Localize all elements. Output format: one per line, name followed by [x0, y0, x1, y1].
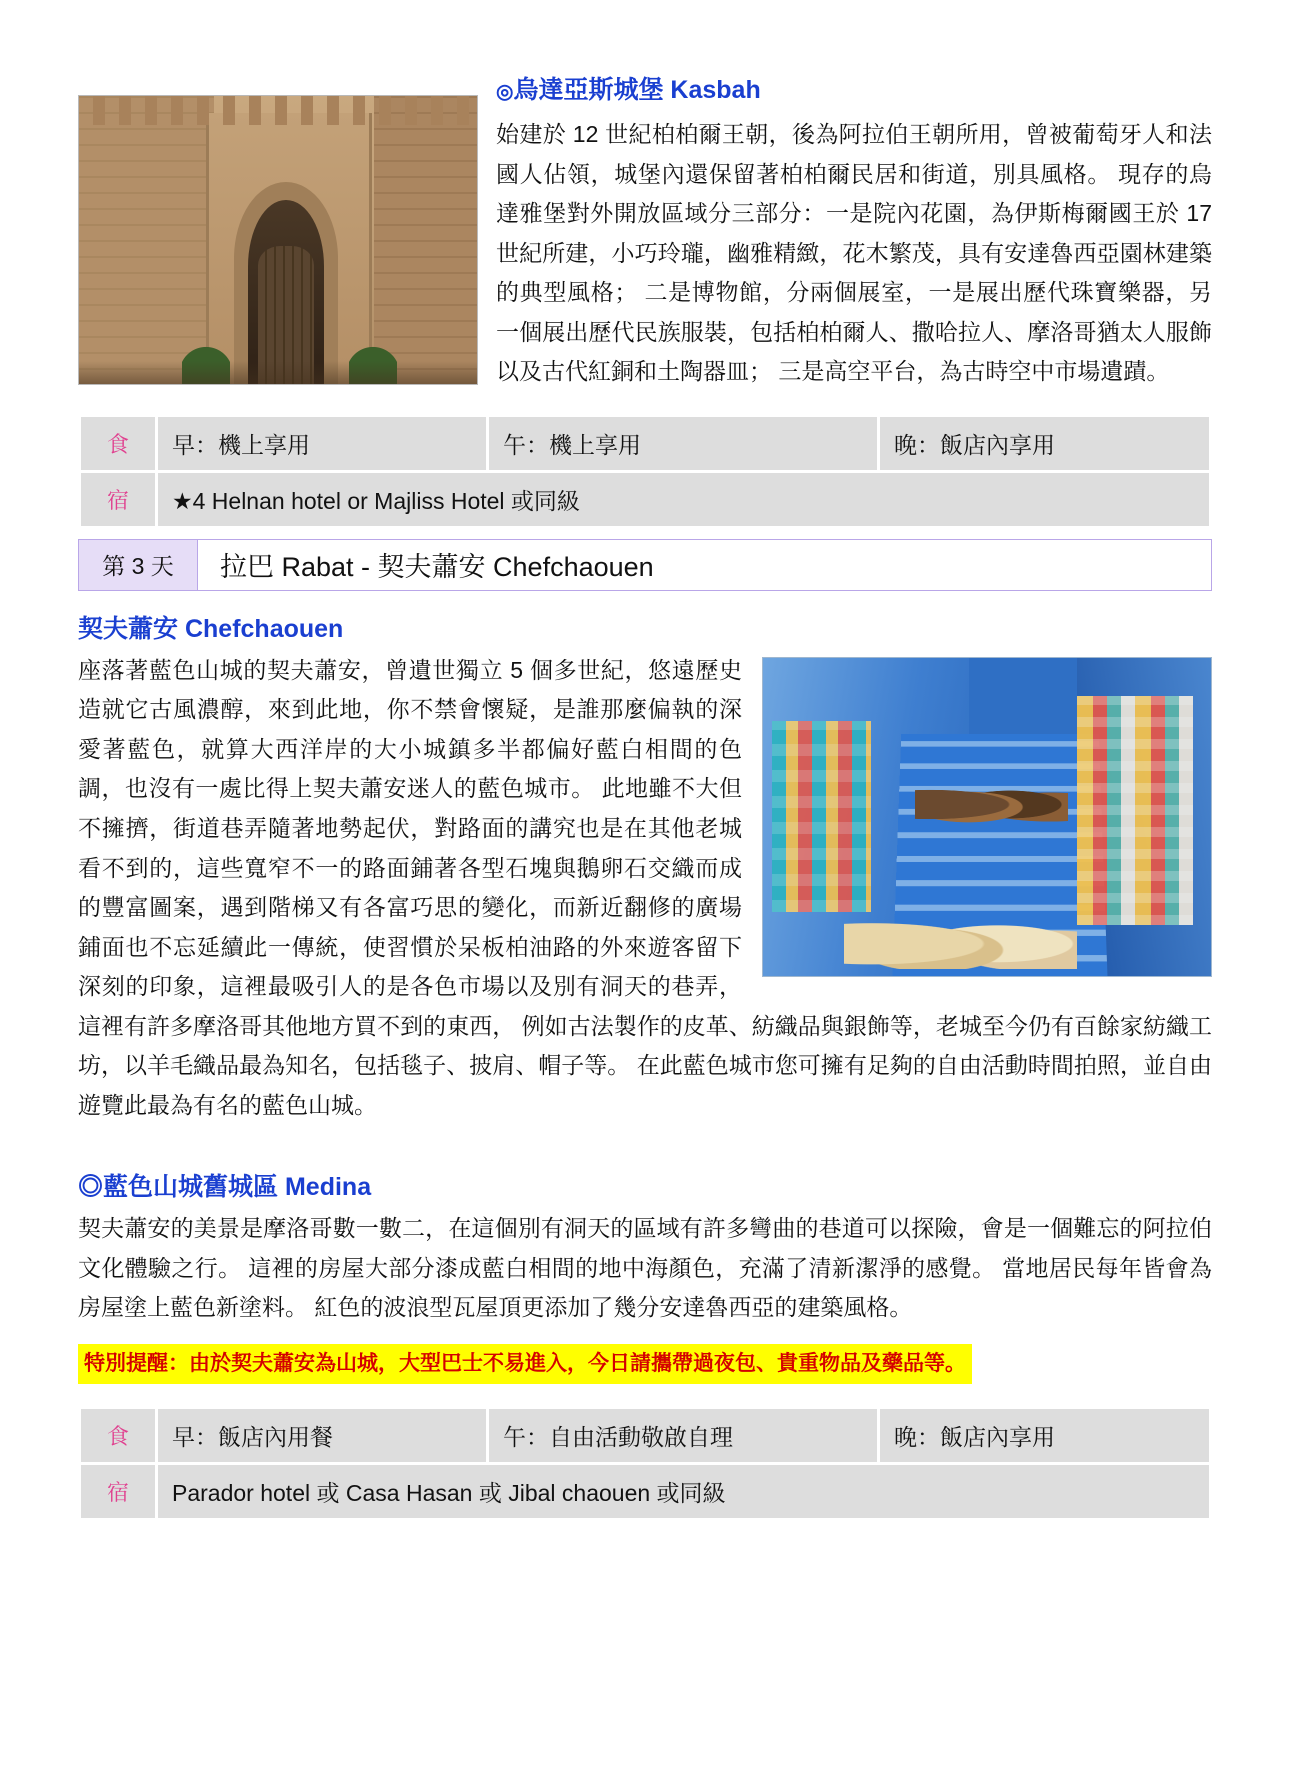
section-kasbah — [78, 75, 1212, 392]
medina-body: 契夫蕭安的美景是摩洛哥數一數二，在這個別有洞天的區域有許多彎曲的巷道可以探險，會是一個難忘的阿拉伯文化體驗之行。 這裡的房屋大部分漆成藍白相間的地中海顏色，充滿了清新潔淨的感覺。 當地居民每年皆會為房屋塗上藍色新塗料。 紅色的波浪型瓦屋頂更添加了幾分安達魯西亞的建築風格。 — [78, 1215, 1212, 1321]
kasbah-heading-zh: 烏達亞斯城堡 — [513, 76, 664, 104]
day-title: 拉巴 Rabat - 契夫蕭安 Chefchaouen — [220, 552, 654, 583]
meal-lunch: 午：機上享用 — [488, 415, 879, 471]
hotel-value: Parador hotel 或 Casa Hasan 或 Jibal chaouen 或同級 — [157, 1463, 1211, 1519]
medina-heading — [78, 1167, 1212, 1203]
day-header-3 — [78, 539, 1212, 591]
table-row — [80, 1463, 1211, 1519]
meals-table-day2 — [78, 414, 1212, 529]
meal-label-food: 食 — [80, 1407, 157, 1463]
chefchaouen-heading-zh: 契夫蕭安 — [78, 614, 179, 643]
meal-breakfast: 早：機上享用 — [157, 415, 488, 471]
meals-table-day3 — [78, 1406, 1212, 1521]
meal-label-food: 食 — [80, 415, 157, 471]
meal-dinner: 晚：飯店內享用 — [879, 1407, 1211, 1463]
table-row — [80, 415, 1211, 471]
day-badge: 第 3 天 — [79, 540, 198, 590]
meal-lunch: 午：自由活動敬啟自理 — [488, 1407, 879, 1463]
chefchaouen-heading — [78, 609, 1212, 645]
table-row — [80, 471, 1211, 527]
kasbah-body: 始建於 12 世紀柏柏爾王朝，後為阿拉伯王朝所用，曾被葡萄牙人和法國人佔領，城堡內還保留著柏柏爾民居和街道，別具風格。 現存的烏達雅堡對外開放區域分三部分：一是院內花園，為伊斯梅爾國王於 17 世紀所建，小巧玲瓏，幽雅精緻，花木繁茂，具有安達魯西亞園林建築的典型風格； 二是博物館，分兩個展室，一是展出歷代珠寶樂器，另一個展出歷代民族服裝，包括柏柏爾人、撒哈拉人、摩洛哥猶太人服飾以及古代紅銅和土陶器皿； 三是高空平台，為古時空中市場遺蹟。 — [496, 121, 1212, 385]
chefchaouen-photo — [762, 657, 1212, 977]
medina-heading-en: Medina — [284, 1173, 372, 1202]
section-medina — [78, 1167, 1212, 1383]
meal-dinner: 晚：飯店內享用 — [879, 415, 1211, 471]
special-note: 特別提醒：由於契夫蕭安為山城，大型巴士不易進入，今日請攜帶過夜包、貴重物品及藥品等。 — [78, 1344, 972, 1384]
table-row — [80, 1407, 1211, 1463]
chefchaouen-body: 座落著藍色山城的契夫蕭安，曾遺世獨立 5 個多世紀，悠遠歷史造就它古風濃醇，來到此地，你不禁會懷疑，是誰那麼偏執的深愛著藍色，就算大西洋岸的大小城鎮多半都偏好藍白相間的色調，也沒有一處比得上契夫蕭安迷人的藍色城市。 此地雖不大但不擁擠，街道巷弄隨著地勢起伏，對路面的講究也是在其他老城看不到的，這些寬窄不一的路面鋪著各型石塊與鵝卵石交織而成的豐富圖案，遇到階梯又有各富巧思的變化，而新近翻修的廣場鋪面也不忘延續此一傳統，使習慣於呆板柏油路的外來遊客留下深刻的印象，這裡最吸引人的是各色市場以及別有洞天的巷弄，這裡有許多摩洛哥其他地方買不到的東西， 例如古法製作的皮革、紡織品與銀飾等，老城至今仍有百餘家紡織工坊，以羊毛織品最為知名，包括毯子、披肩、帽子等。 在此藍色城市您可擁有足夠的自由活動時間拍照，並自由遊覽此最為有名的藍色山城。 — [78, 656, 1212, 1118]
kasbah-heading-en: Kasbah — [670, 76, 761, 104]
bullet-icon: ◎ — [496, 81, 514, 103]
meal-label-stay: 宿 — [80, 471, 157, 527]
section-chefchaouen — [78, 609, 1212, 1126]
chefchaouen-heading-en: Chefchaouen — [184, 614, 344, 643]
medina-heading-zh: 藍色山城舊城區 — [103, 1173, 279, 1202]
meal-breakfast: 早：飯店內用餐 — [157, 1407, 488, 1463]
meal-label-stay: 宿 — [80, 1463, 157, 1519]
kasbah-photo — [78, 95, 478, 385]
hotel-value: ★4 Helnan hotel or Majliss Hotel 或同級 — [157, 471, 1211, 527]
bullet-icon: ◎ — [78, 1173, 104, 1202]
